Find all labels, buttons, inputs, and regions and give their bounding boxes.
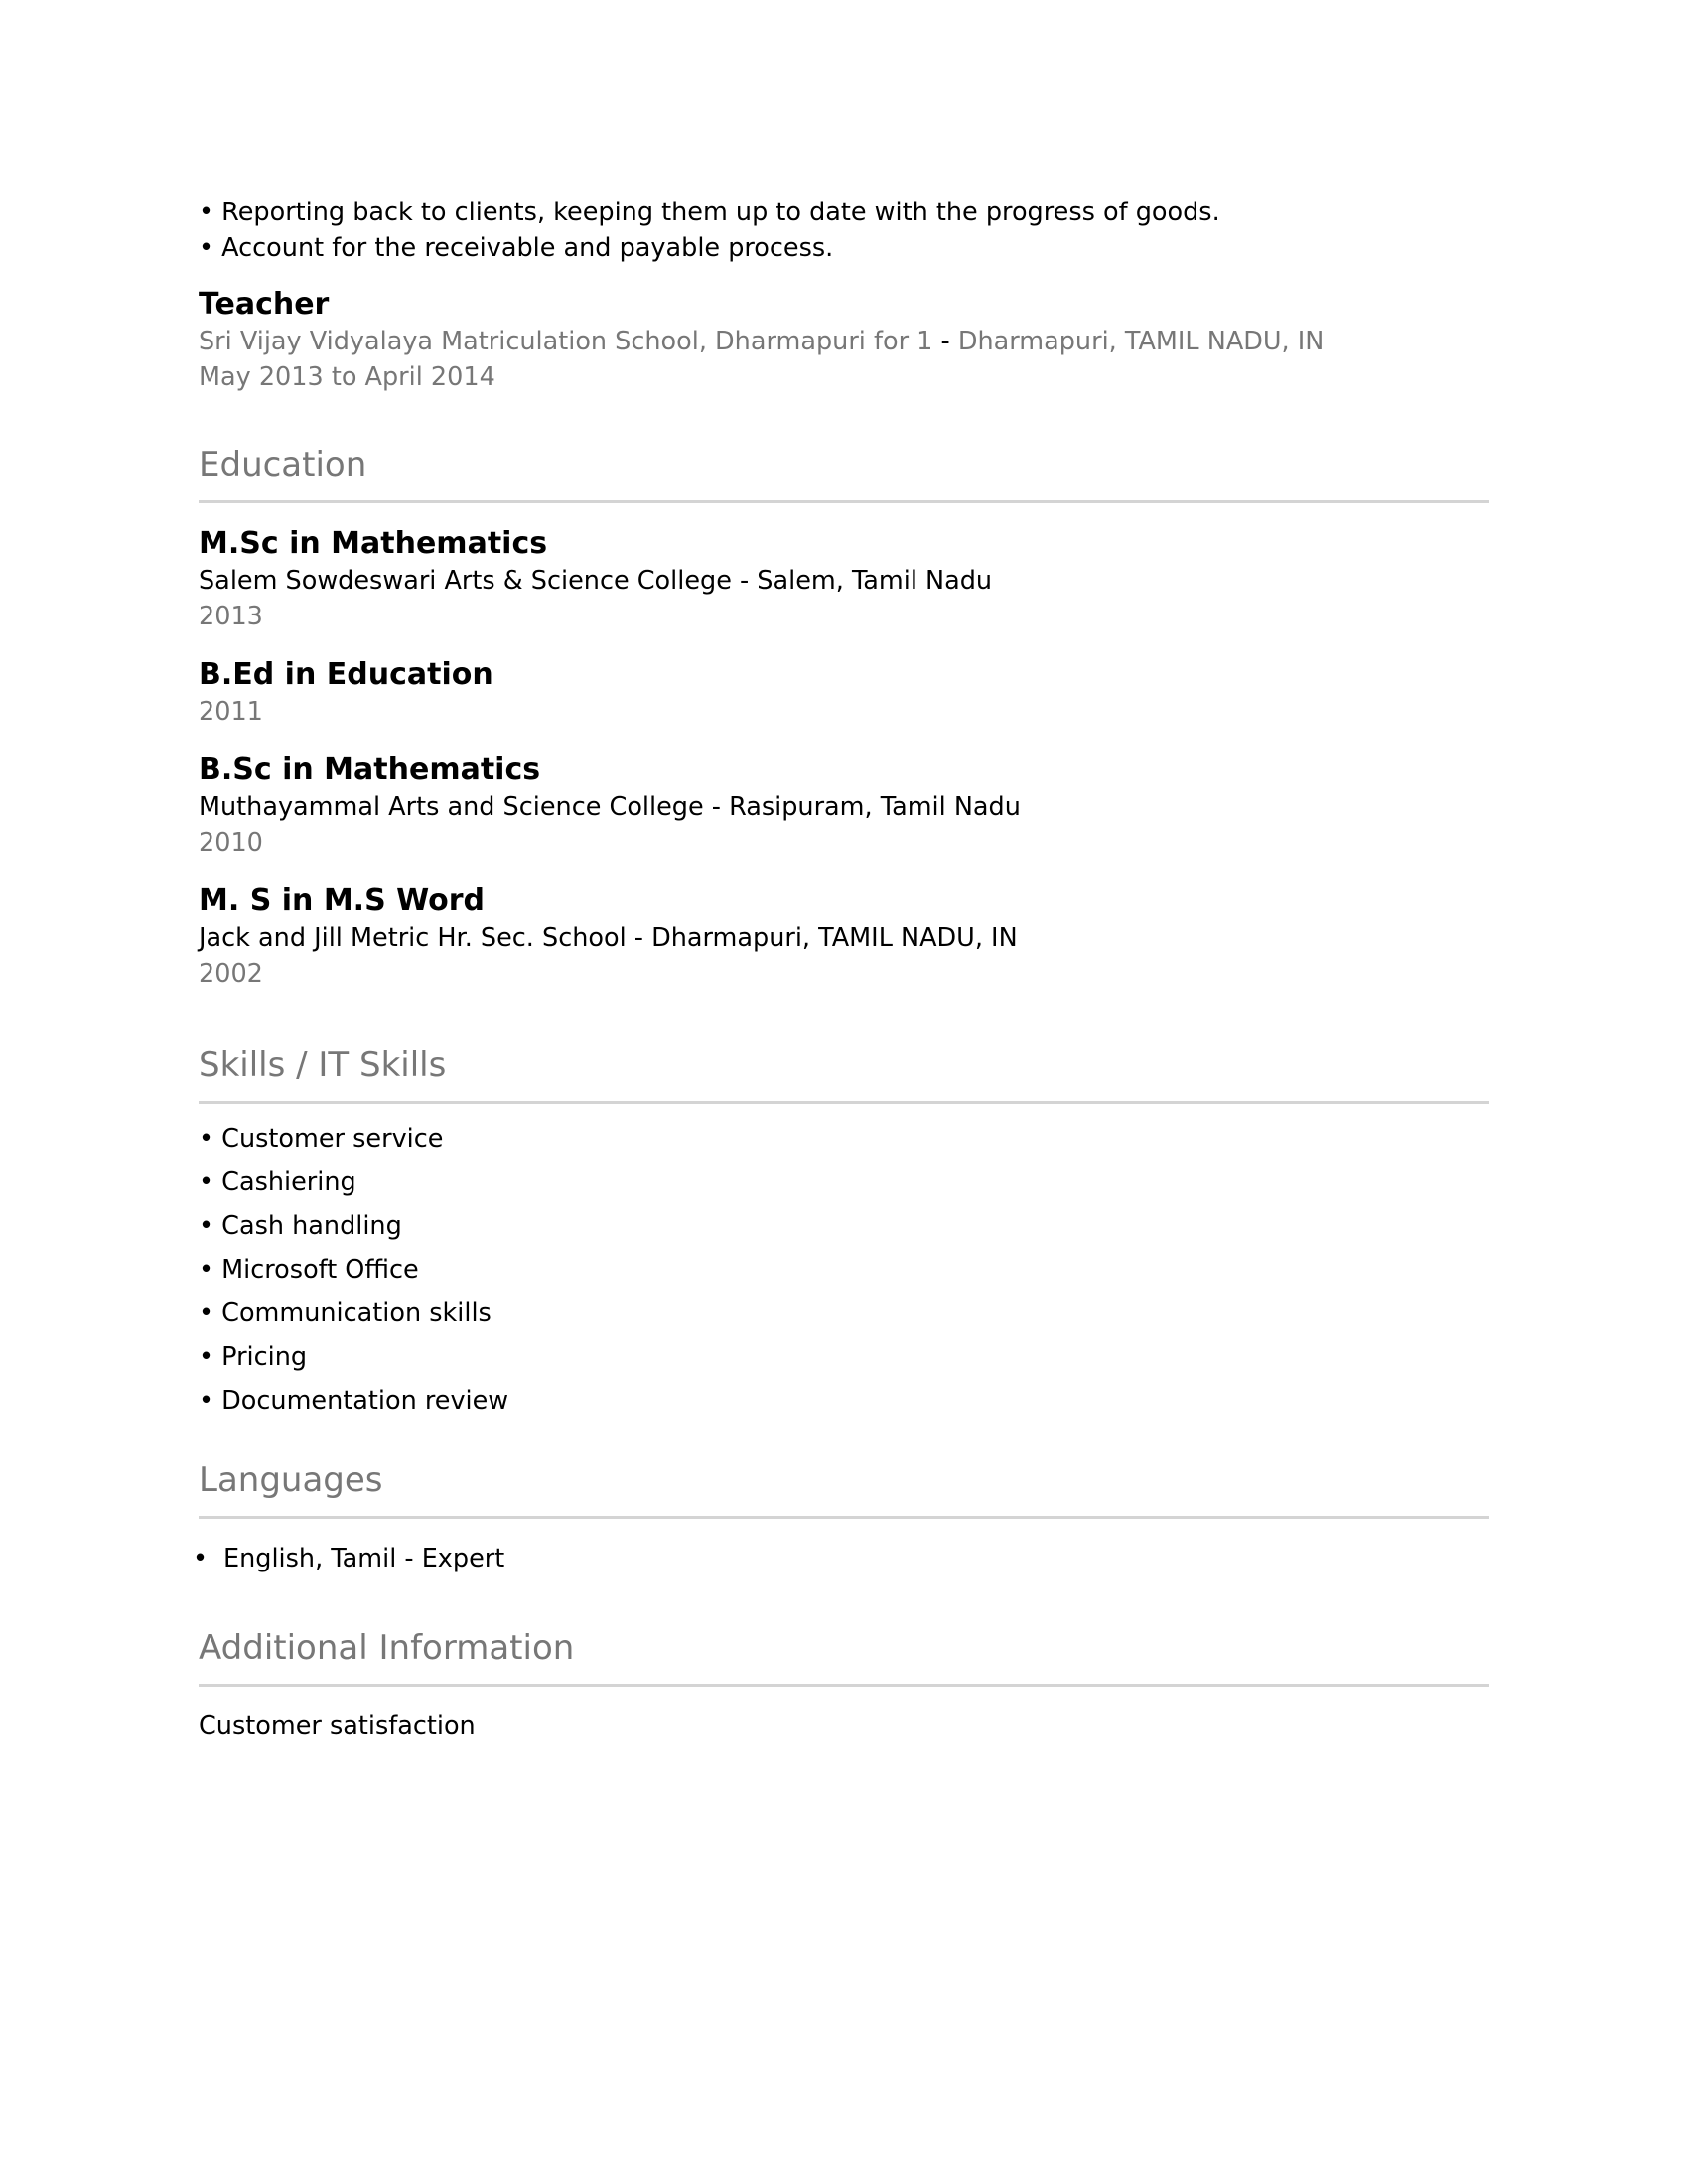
degree-title: M.Sc in Mathematics bbox=[199, 526, 548, 561]
school-name: Salem Sowdeswari Arts & Science College - Salem, Tamil Nadu bbox=[199, 566, 993, 596]
section-title-skills: Skills / IT Skills bbox=[199, 1045, 447, 1085]
school-name: Muthayammal Arts and Science College - Rasipuram, Tamil Nadu bbox=[199, 792, 1021, 822]
job-employer: Sri Vijay Vidyalaya Matriculation School, Dharmapuri for 1 bbox=[199, 327, 933, 356]
education-entry bbox=[199, 525, 1489, 634]
skills-list bbox=[199, 1121, 1489, 1419]
section-divider bbox=[199, 1516, 1489, 1519]
skill-item: • Cashiering bbox=[199, 1167, 356, 1197]
skill-item: • Cash handling bbox=[199, 1211, 402, 1241]
skill-item: • Customer service bbox=[199, 1124, 444, 1154]
graduation-year: 2011 bbox=[199, 697, 263, 727]
job-employer-line bbox=[199, 324, 1489, 359]
language-text: English, Tamil - Expert bbox=[223, 1544, 505, 1573]
job-separator: - bbox=[932, 327, 958, 356]
experience-bullet: • Account for the receivable and payable process. bbox=[199, 233, 834, 263]
job-location: Dharmapuri, TAMIL NADU, IN bbox=[957, 327, 1325, 356]
education-entry bbox=[199, 751, 1489, 861]
experience-bullet: • Reporting back to clients, keeping them up to date with the progress of goods. bbox=[199, 198, 1220, 227]
bullet-icon: • bbox=[193, 1544, 209, 1573]
skill-item: • Pricing bbox=[199, 1342, 308, 1372]
skill-item: • Microsoft Office bbox=[199, 1255, 419, 1285]
education-section bbox=[199, 443, 1489, 992]
degree-title: B.Sc in Mathematics bbox=[199, 752, 541, 787]
resume-page bbox=[193, 195, 1489, 1744]
section-title-education: Education bbox=[199, 445, 367, 484]
education-entry bbox=[199, 656, 1489, 730]
education-entry bbox=[199, 883, 1489, 992]
section-divider bbox=[199, 1684, 1489, 1687]
additional-section bbox=[199, 1626, 1489, 1744]
skill-item: • Communication skills bbox=[199, 1298, 492, 1328]
graduation-year: 2002 bbox=[199, 959, 263, 989]
section-divider bbox=[199, 500, 1489, 503]
experience-bullets bbox=[199, 195, 1489, 266]
degree-title: B.Ed in Education bbox=[199, 657, 493, 692]
graduation-year: 2010 bbox=[199, 828, 263, 858]
graduation-year: 2013 bbox=[199, 602, 263, 631]
section-title-additional: Additional Information bbox=[199, 1628, 575, 1668]
skills-section bbox=[199, 1043, 1489, 1419]
job-dates: May 2013 to April 2014 bbox=[199, 362, 495, 392]
job-title: Teacher bbox=[199, 287, 330, 322]
school-name: Jack and Jill Metric Hr. Sec. School - Dharmapuri, TAMIL NADU, IN bbox=[199, 923, 1018, 953]
job-entry bbox=[199, 286, 1489, 395]
additional-text: Customer satisfaction bbox=[199, 1711, 476, 1741]
degree-title: M. S in M.S Word bbox=[199, 884, 486, 918]
language-item bbox=[193, 1541, 1489, 1576]
section-title-languages: Languages bbox=[199, 1460, 383, 1500]
section-divider bbox=[199, 1101, 1489, 1104]
languages-section bbox=[193, 1458, 1489, 1576]
skill-item: • Documentation review bbox=[199, 1386, 509, 1416]
